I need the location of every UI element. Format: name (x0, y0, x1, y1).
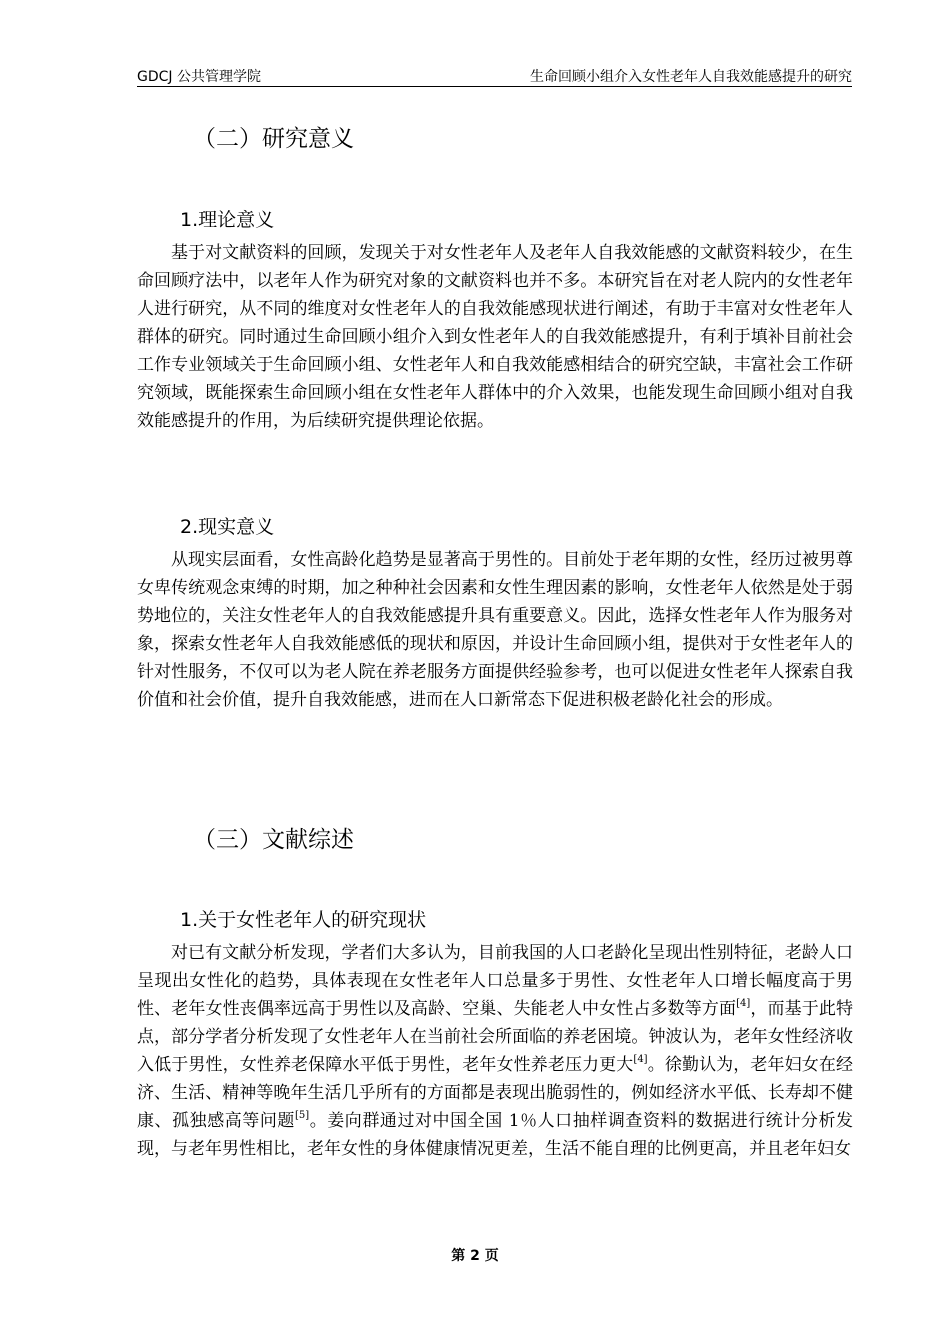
text-run: 。姜向群通过对中国全国 1％人口抽样调查资料的数据进行统计分析发现，与老年男性相比，老年女性的身体健康情况更差，生活不能自理的比例更高，并且老年妇女 (137, 1111, 854, 1159)
subheading-theoretical-significance: 1.理论意义 (180, 209, 275, 231)
page-header (137, 64, 852, 87)
subheading-research-status: 1.关于女性老年人的研究现状 (180, 909, 427, 931)
paragraph-research-status (137, 939, 853, 1163)
section-heading-literature-review: （三）文献综述 (193, 827, 354, 853)
citation-ref: [4] (736, 998, 751, 1009)
text-run: 。徐勤认为，老年妇女在经济、生活、精神等晚年生活几乎所有的方面都是表现出脆弱性的，例如经济水平低、长寿却不健康、孤独感高等问题 (137, 1055, 854, 1131)
text-run: ，而基于此特点，部分学者分析发现了女性老年人在当前社会所面临的养老困境。钟波认为，老年女性经济收入低于男性，女性养老保障水平低于男性，老年女性养老压力更大 (137, 999, 854, 1075)
paragraph-theoretical-significance: 基于对文献资料的回顾，发现关于对女性老年人及老年人自我效能感的文献资料较少，在生命回顾疗法中，以老年人作为研究对象的文献资料也并不多。本研究旨在对老人院内的女性老年人进行研究，从不同的维度对女性老年人的自我效能感现状进行阐述，有助于丰富对女性老年人群体的研究。同时通过生命回顾小组介入到女性老年人的自我效能感提升，有利于填补目前社会工作专业领域关于生命回顾小组、女性老年人和自我效能感相结合的研究空缺，丰富社会工作研究领域，既能探索生命回顾小组在女性老年人群体中的介入效果，也能发现生命回顾小组对自我效能感提升的作用，为后续研究提供理论依据。 (137, 243, 853, 431)
subheading-practical-significance: 2.现实意义 (180, 516, 275, 538)
citation-ref: [4] (633, 1054, 648, 1065)
paragraph-practical-significance: 从现实层面看，女性高龄化趋势是显著高于男性的。目前处于老年期的女性，经历过被男尊女卑传统观念束缚的时期，加之种种社会因素和女性生理因素的影响，女性老年人依然是处于弱势地位的，关注女性老年人的自我效能感提升具有重要意义。因此，选择女性老年人作为服务对象，探索女性老年人自我效能感低的现状和原因，并设计生命回顾小组，提供对于女性老年人的针对性服务，不仅可以为老人院在养老服务方面提供经验参考，也可以促进女性老年人探索自我价值和社会价值，提升自我效能感，进而在人口新常态下促进积极老龄化社会的形成。 (137, 550, 853, 710)
text-run: 对已有文献分析发现，学者们大多认为，目前我国的人口老龄化呈现出性别特征，老龄人口呈现出女性化的趋势，具体表现在女性老年人口总量多于男性、女性老年人口增长幅度高于男性、老年女性丧偶率远高于男性以及高龄、空巢、失能老人中女性占多数等方面 (137, 943, 853, 1019)
page-number: 第 2 页 (451, 1248, 499, 1264)
header-institution: GDCJ 公共管理学院 (137, 69, 261, 85)
citation-ref: [5] (294, 1110, 310, 1121)
header-title: 生命回顾小组介入女性老年人自我效能感提升的研究 (530, 69, 852, 85)
section-heading-research-significance: （二）研究意义 (193, 126, 354, 152)
